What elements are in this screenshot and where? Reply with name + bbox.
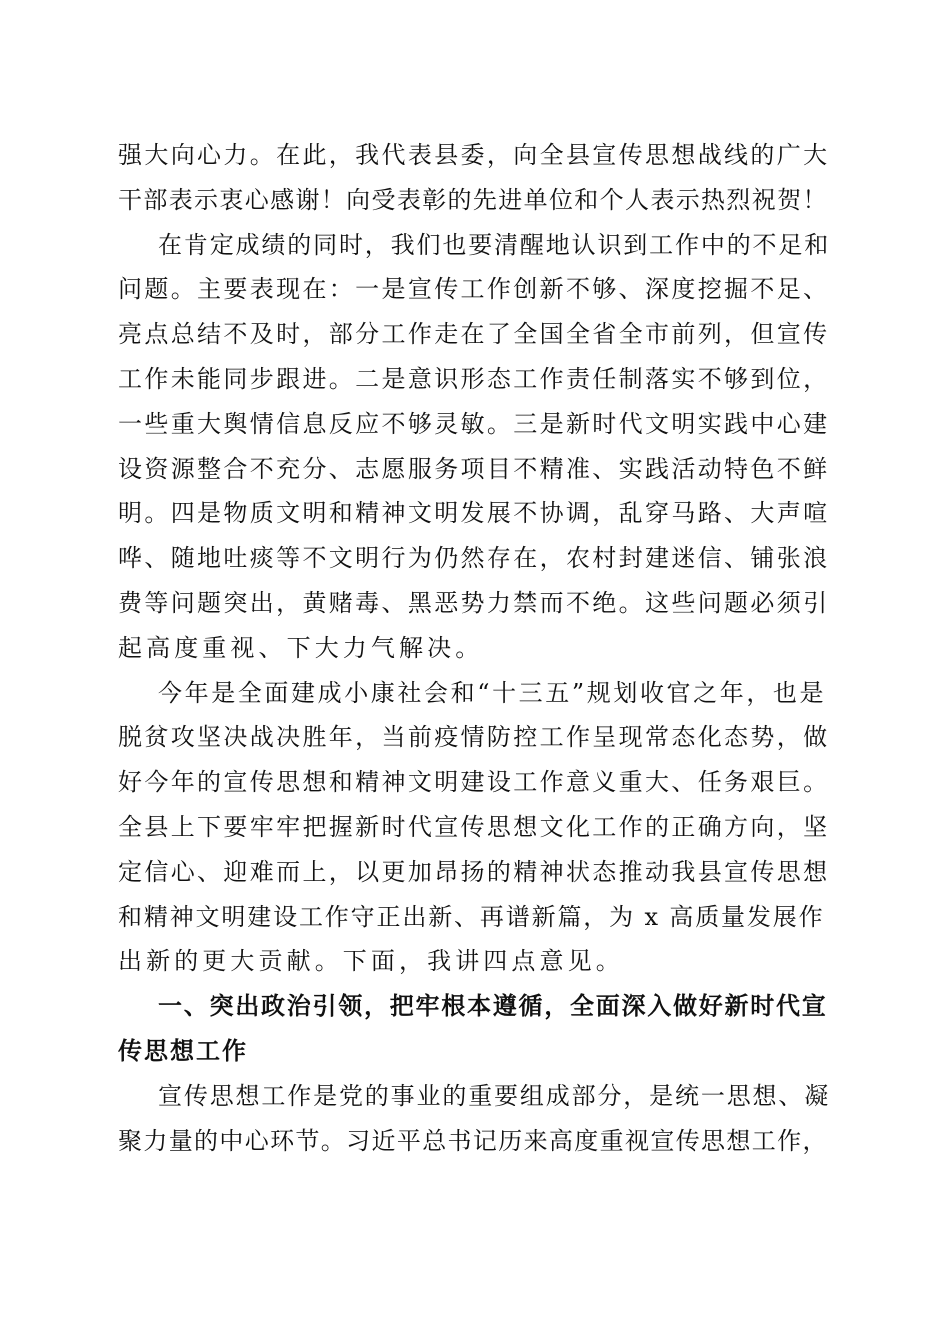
paragraph: [118, 671, 830, 985]
text-line: 起高度重视、下大力气解决。: [118, 633, 484, 662]
section-heading: [118, 984, 830, 1074]
text-line: 干部表示衷心感谢！向受表彰的先进单位和个人表示热烈祝贺！: [118, 185, 828, 214]
text-line: 设资源整合不充分、志愿服务项目不精准、实践活动特色不鲜: [118, 454, 830, 483]
text-line: 好今年的宣传思想和精神文明建设工作意义重大、任务艰巨。: [118, 768, 830, 797]
heading-line: 一、突出政治引领，把牢根本遵循，全面深入做好新时代宣: [158, 992, 828, 1021]
text-line: 哗、随地吐痰等不文明行为仍然存在，农村封建迷信、铺张浪: [118, 544, 830, 573]
text-line: 和精神文明建设工作守正出新、再谱新篇，为 x 高质量发展作: [118, 902, 825, 931]
text-line: 脱贫攻坚决战决胜年，当前疫情防控工作呈现常态化态势，做: [118, 723, 830, 752]
text-line: 问题。主要表现在：一是宣传工作创新不够、深度挖掘不足、: [118, 275, 830, 304]
text-line: 定信心、迎难而上，以更加昂扬的精神状态推动我县宣传思想: [118, 857, 830, 886]
text-line: 出新的更大贡献。下面，我讲四点意见。: [118, 947, 624, 976]
text-line: 宣传思想工作是党的事业的重要组成部分，是统一思想、凝: [158, 1081, 831, 1110]
text-line: 强大向心力。在此，我代表县委，向全县宣传思想战线的广大: [118, 141, 830, 169]
text-line: 今年是全面建成小康社会和“十三五”规划收官之年，也是: [158, 678, 827, 707]
text-line: 一些重大舆情信息反应不够灵敏。三是新时代文明实践中心建: [118, 409, 830, 438]
document-body: [118, 133, 830, 1163]
text-line: 在肯定成绩的同时，我们也要清醒地认识到工作中的不足和: [158, 230, 831, 259]
text-line: 费等问题突出，黄赌毒、黑恶势力禁而不绝。这些问题必须引: [118, 588, 830, 617]
text-line: 亮点总结不及时，部分工作走在了全国全省全市前列，但宣传: [118, 320, 830, 349]
paragraph: [118, 1074, 830, 1164]
text-line: 工作未能同步跟进。二是意识形态工作责任制落实不够到位，: [118, 364, 830, 393]
text-line: 聚力量的中心环节。习近平总书记历来高度重视宣传思想工作，: [118, 1126, 828, 1155]
paragraph: [118, 133, 830, 223]
text-line: 明。四是物质文明和精神文明发展不协调，乱穿马路、大声喧: [118, 499, 830, 528]
heading-line: 传思想工作: [118, 1036, 248, 1065]
paragraph: [118, 223, 830, 671]
text-line: 全县上下要牢牢把握新时代宣传思想文化工作的正确方向，坚: [118, 812, 830, 841]
